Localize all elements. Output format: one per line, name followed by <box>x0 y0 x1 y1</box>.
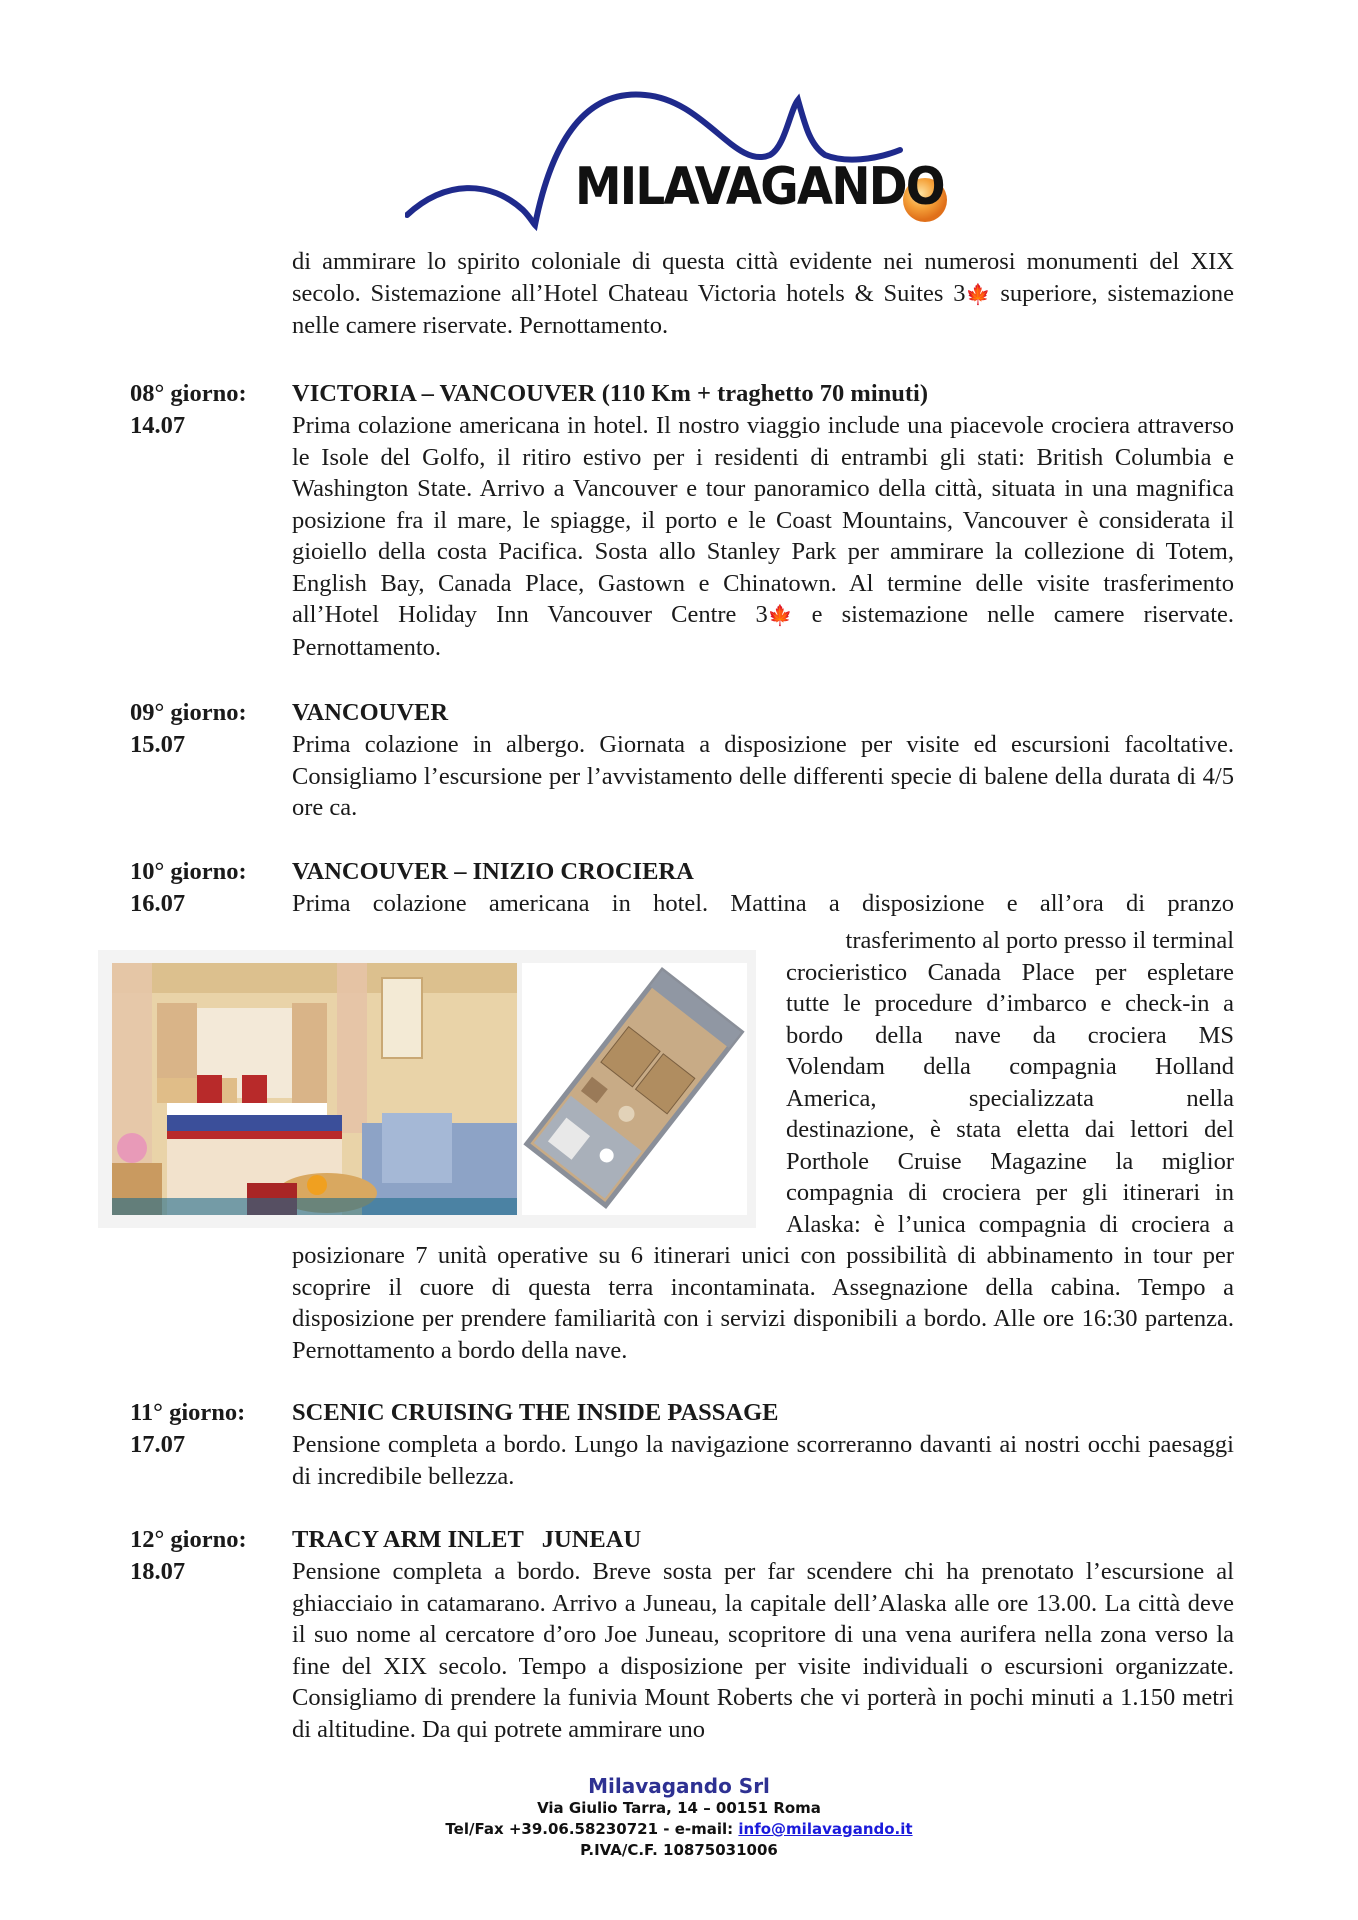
day-08-description: Prima colazione americana in hotel. Il nostro viaggio include una piacevole crociera attraverso le Isole del Golfo, il ritiro estivo per i residenti di entrambi gli stati: British Columbia e Washington State. Arrivo a Vancouver e tour panoramico della città, situata in una magnifica posizione fra il mare, le spiagge, il porto e le Coast Mountains, Vancouver è considerata il gioiello della costa Pacifica. Sosta allo Stanley Park per ammirare la collezione di Totem, English Bay, Canada Place, Gastown e Chinatown. Al termine delle visite trasferimento all’Hotel Holiday Inn Vancouver Centre 3🍁 e sistemazione nelle camere riservate. Pernottamento. <box>292 412 1234 661</box>
day-10-wrap-text: trasferimento al porto presso il terminal crocieristico Canada Place per espletare tutte le procedure d’imbarco e check-in a bordo della nave da crociera MS Volendam della compagnia Holland America, specializzata nella destinazione, è stata eletta dai lettori del Porthole Cruise Magazine la miglior compagnia di crociera per gli itinerari in Alaska: è l’unica compagnia di crociera a <box>786 927 1234 1238</box>
day-08-label: 08° giorno: <box>130 380 247 407</box>
footer-contact: Tel/Fax +39.06.58230721 - e-mail: info@milavagando.it <box>445 1820 913 1838</box>
day-08-title: VICTORIA – VANCOUVER (110 Km + traghetto 70 minuti) <box>292 380 929 407</box>
day-11-label: 11° giorno: <box>130 1399 246 1426</box>
day-12-date: 18.07 <box>130 1558 186 1585</box>
cabin-floorplan-image <box>522 963 747 1215</box>
day-11-description: Pensione completa a bordo. Lungo la navigazione scorreranno davanti ai nostri occhi paesaggi di incredibile bellezza. <box>292 1431 1234 1490</box>
milavagando-logo <box>405 85 960 235</box>
email-link[interactable]: info@milavagando.it <box>738 1820 913 1838</box>
day-10-first-line: Prima colazione americana in hotel. Mattina a disposizione e all’ora di pranzo <box>292 890 1234 917</box>
intro-paragraph <box>292 246 1234 342</box>
day-09-title: VANCOUVER <box>292 699 449 726</box>
intro-text: di ammirare lo spirito coloniale di questa città evidente nei numerosi monumenti del XIX secolo. Sistemazione all’Hotel Chateau Victoria hotels & Suites 3🍁 superiore, sistemazione nelle camere riservate. Pernottamento. <box>292 248 1235 339</box>
day-12-description: Pensione completa a bordo. Breve sosta per far scendere chi ha prenotato l’escursione al ghiacciaio in catamarano. Arrivo a Juneau, la capitale dell’Alaska alle ore 13.00. La città deve il suo nome al cercatore d’oro Joe Juneau, scopritore di una vena aurifera nella zona verso la fine del XIX secolo. Tempo a disposizione per visite individuali o escursioni organizzate. Consigliamo di prendere la funivia Mount Roberts che vi porterà in pochi minuti a 1.150 metri di altitudine. Da qui potrete ammirare uno <box>292 1558 1234 1743</box>
day-12-title: TRACY ARM INLET JUNEAU <box>292 1526 642 1553</box>
footer <box>0 1775 1358 1861</box>
day-12-label: 12° giorno: <box>130 1526 247 1553</box>
day-10-description-continued: posizionare 7 unità operative su 6 itinerari unici con possibilità di abbinamento in tour per scoprire il cuore di questa terra incontaminata. Assegnazione della cabina. Tempo a disposizione per prendere familiarità con i servizi disponibili a bordo. Alle ore 16:30 partenza. Pernottamento a bordo della nave. <box>292 1242 1234 1364</box>
footer-company: Milavagando Srl <box>588 1774 770 1798</box>
cabin-photo <box>112 963 517 1215</box>
footer-address: Via Giulio Tarra, 14 – 00151 Roma <box>537 1799 821 1817</box>
maple-leaf-icon: 🍁 <box>965 281 991 306</box>
day-09-description: Prima colazione in albergo. Giornata a disposizione per visite ed escursioni facoltative. Consigliamo l’escursione per l’avvistamento delle differenti specie di balene della durata di 4/5 ore ca. <box>292 731 1234 821</box>
day-10-title: VANCOUVER – INIZIO CROCIERA <box>292 858 694 885</box>
logo-wordmark: MILAVAGANDO <box>575 157 944 217</box>
footer-vat: P.IVA/C.F. 10875031006 <box>580 1841 778 1859</box>
cabin-floorplan <box>522 963 747 1215</box>
day-10-date: 16.07 <box>130 890 186 917</box>
day-11-title: SCENIC CRUISING THE INSIDE PASSAGE <box>292 1399 779 1426</box>
day-11-date: 17.07 <box>130 1431 186 1458</box>
day-09-label: 09° giorno: <box>130 699 247 726</box>
day-08-date: 14.07 <box>130 412 186 439</box>
maple-leaf-icon: 🍁 <box>767 603 793 627</box>
day-09-date: 15.07 <box>130 731 186 758</box>
cabin-photo-image <box>112 963 517 1215</box>
day-10-label: 10° giorno: <box>130 858 247 885</box>
